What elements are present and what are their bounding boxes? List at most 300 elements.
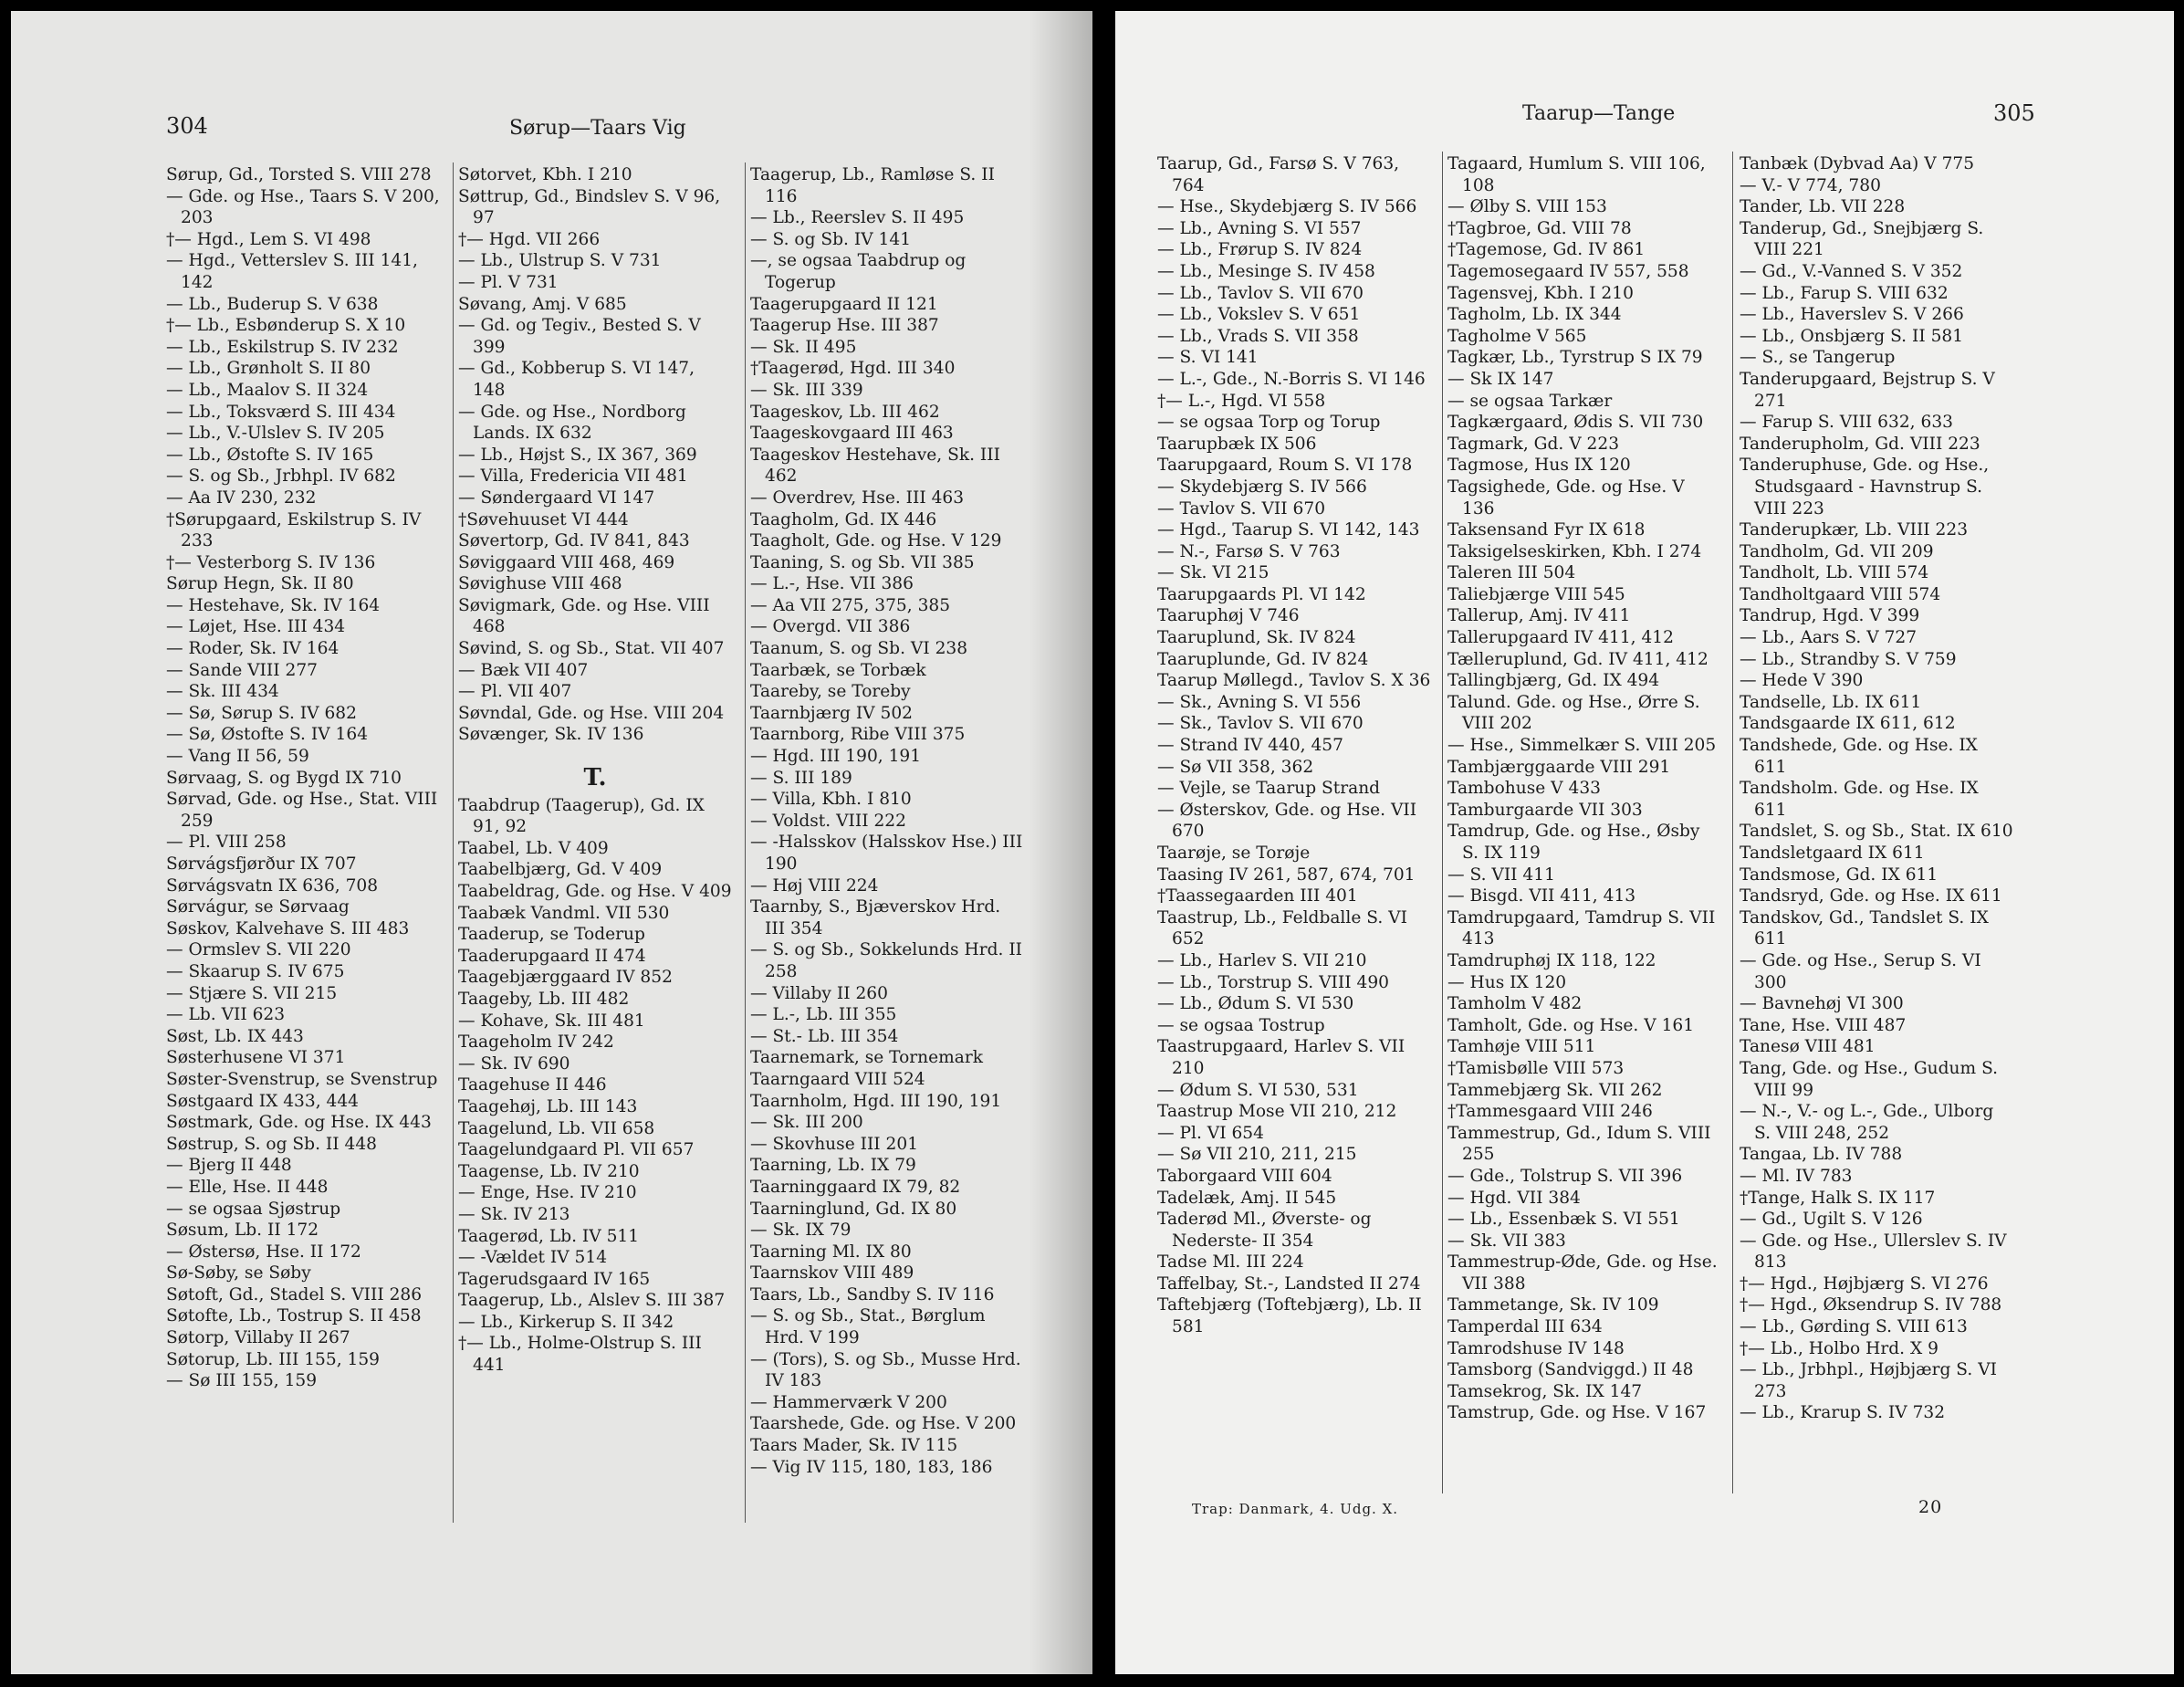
- index-entry: — Villa, Kbh. I 810: [750, 790, 912, 810]
- index-entry: Taabelbjærg, Gd. V 409: [458, 860, 663, 880]
- index-entry: Taageskov Hestehave, Sk. III 462: [750, 445, 1000, 487]
- index-entry: — Hestehave, Sk. IV 164: [166, 595, 381, 615]
- index-entry: — Roder, Sk. IV 164: [166, 639, 340, 659]
- index-entry: — S. VI 141: [1157, 348, 1259, 368]
- index-entry: Taageby, Lb. III 482: [458, 989, 630, 1009]
- index-entry: — S. og Sb., Jrbhpl. IV 682: [166, 466, 396, 487]
- index-entry: Taarnborg, Ribe VIII 375: [750, 725, 966, 745]
- index-entry: Taagelundgaard Pl. VII 657: [458, 1140, 695, 1160]
- index-entry: — Lb., V.-Ulslev S. IV 205: [166, 424, 385, 444]
- index-entry: — Sk., Tavlov S. VII 670: [1157, 714, 1364, 734]
- index-entry: †— Lb., Holbo Hrd. X 9: [1740, 1338, 1938, 1358]
- index-entry: — Lb., Essenbæk S. VI 551: [1447, 1210, 1680, 1230]
- index-entry: Tamdrupgaard, Tamdrup S. VII 413: [1447, 907, 1716, 949]
- index-entry: Søvænger, Sk. IV 136: [458, 725, 644, 745]
- index-entry: — Hede V 390: [1740, 671, 1864, 691]
- index-entry: Tagmose, Hus IX 120: [1447, 456, 1631, 476]
- index-entry: Tanderupkær, Lb. VIII 223: [1740, 520, 1969, 540]
- index-entry: Taarshede, Gde. og Hse. V 200: [750, 1414, 1017, 1434]
- index-entry: Tandsmose, Gd. IX 611: [1740, 864, 1938, 885]
- index-entry: — Lb., Harlev S. VII 210: [1157, 950, 1367, 970]
- index-entry: — St.- Lb. III 354: [750, 1026, 899, 1046]
- index-entry: — Villaby II 260: [750, 983, 888, 1003]
- index-entry: — Løjet, Hse. III 434: [166, 617, 346, 637]
- index-entry: — S. III 189: [750, 768, 852, 788]
- index-entry: — Sø III 155, 159: [166, 1371, 318, 1391]
- index-entry: — Bavnehøj VI 300: [1740, 994, 1904, 1014]
- index-entry: Taarninggaard IX 79, 82: [750, 1177, 961, 1197]
- index-entry: †— Hgd., Højbjærg S. VI 276: [1740, 1273, 1989, 1294]
- index-entry: — Hus IX 120: [1447, 972, 1567, 992]
- index-entry: — Pl. VIII 258: [166, 833, 287, 853]
- index-entry: Tandshede, Gde. og Hse. IX 611: [1740, 736, 1978, 777]
- left-running-head: Sørup—Taars Vig: [509, 117, 686, 140]
- index-entry: Tagkær, Lb., Tyrstrup S IX 79: [1447, 348, 1703, 368]
- index-entry: Taksensand Fyr IX 618: [1447, 520, 1646, 540]
- index-entry: Tallingbjærg, Gd. IX 494: [1447, 671, 1660, 691]
- index-entry: — Sk. III 200: [750, 1113, 863, 1133]
- index-entry: — Østerskov, Gde. og Hse. VII 670: [1157, 800, 1417, 842]
- index-entry: †Tange, Halk S. IX 117: [1740, 1188, 1936, 1208]
- index-entry: — Gde. og Hse., Nordborg Lands. IX 632: [458, 402, 686, 444]
- index-entry: — L.-, Lb. III 355: [750, 1005, 897, 1025]
- index-entry: — L.-, Hse. VII 386: [750, 574, 914, 594]
- index-entry: Taageholm IV 242: [458, 1032, 614, 1053]
- index-entry: — S. og Sb., Stat., Børglum Hrd. V 199: [750, 1306, 986, 1348]
- index-entry: Taarupgaards Pl. VI 142: [1157, 584, 1366, 604]
- index-entry: Sørup Hegn, Sk. II 80: [166, 574, 354, 594]
- index-entry: — Villa, Fredericia VII 481: [458, 466, 688, 487]
- index-entry: †Søvehuuset VI 444: [458, 509, 629, 529]
- index-entry: Taanum, S. og Sb. VI 238: [750, 639, 968, 659]
- index-entry: Sørvágsfjørður IX 707: [166, 854, 357, 874]
- index-entry: — Sk. III 339: [750, 380, 863, 400]
- index-entry: Taagerupgaard II 121: [750, 294, 938, 314]
- index-entry: Tanbæk (Dybvad Aa) V 775: [1740, 154, 1975, 173]
- index-entry: Tanesø VIII 481: [1740, 1037, 1876, 1057]
- index-entry: — Hgd. VII 384: [1447, 1188, 1581, 1208]
- index-entry: — Elle, Hse. II 448: [166, 1177, 329, 1197]
- index-entry: Tane, Hse. VIII 487: [1740, 1015, 1907, 1035]
- index-entry: — Kohave, Sk. III 481: [458, 1011, 645, 1031]
- index-entry: Taksigelseskirken, Kbh. I 274: [1447, 541, 1702, 561]
- index-entry: Tadelæk, Amj. II 545: [1157, 1188, 1337, 1208]
- index-entry: — Strand IV 440, 457: [1157, 736, 1343, 756]
- index-entry: Tagkærgaard, Ødis S. VII 730: [1447, 413, 1704, 433]
- index-entry: — Lb., Grønholt S. II 80: [166, 359, 371, 379]
- index-entry: Taabel, Lb. V 409: [458, 838, 609, 858]
- index-entry: Tagemosegaard IV 557, 558: [1447, 261, 1689, 281]
- index-entry: Taagense, Lb. IV 210: [458, 1161, 640, 1181]
- index-entry: Taabdrup (Taagerup), Gd. IX 91, 92: [458, 795, 705, 837]
- index-entry: Søttrup, Gd., Bindslev S. V 96, 97: [458, 186, 721, 228]
- index-entry: Søvndal, Gde. og Hse. VIII 204: [458, 703, 725, 723]
- index-entry: — Sø, Østofte S. IV 164: [166, 725, 369, 745]
- index-entry: Taagehuse II 446: [458, 1075, 607, 1095]
- index-entry: — Vig IV 115, 180, 183, 186: [750, 1457, 993, 1477]
- index-entry: †Tammesgaard VIII 246: [1447, 1102, 1653, 1122]
- index-entry: Tandsholm. Gde. og Hse. IX 611: [1740, 779, 1979, 820]
- index-entry: Tamperdal III 634: [1447, 1317, 1603, 1337]
- index-entry: Taagerup, Lb., Ramløse S. II 116: [750, 165, 995, 206]
- index-entry: Søtofte, Lb., Tostrup S. II 458: [166, 1306, 422, 1326]
- index-entry: — S. og Sb., Sokkelunds Hrd. II 258: [750, 940, 1023, 981]
- index-entry: — se ogsaa Tarkær: [1447, 391, 1613, 411]
- index-entry: Tambohuse V 433: [1447, 779, 1602, 799]
- index-entry: Tang, Gde. og Hse., Gudum S. VIII 99: [1740, 1058, 1999, 1100]
- index-entry: Taastrupgaard, Harlev S. VII 210: [1157, 1037, 1405, 1078]
- index-entry: Tandholt, Lb. VIII 574: [1740, 563, 1929, 583]
- index-entry: Taarupbæk IX 506: [1157, 434, 1317, 454]
- index-entry: — Sk. IV 690: [458, 1053, 570, 1074]
- index-entry: — N.-, Farsø S. V 763: [1157, 541, 1341, 561]
- index-entry: Tamburgaarde VII 303: [1447, 800, 1643, 820]
- index-entry: Tamsekrog, Sk. IX 147: [1447, 1381, 1643, 1401]
- index-entry: — Lb., Tavlov S. VII 670: [1157, 283, 1364, 303]
- index-entry: Tandselle, Lb. IX 611: [1740, 692, 1922, 712]
- index-entry: Søstgaard IX 433, 444: [166, 1091, 360, 1111]
- index-entry: — Hgd., Taarup S. VI 142, 143: [1157, 520, 1420, 540]
- index-entry: †Taassegaarden III 401: [1157, 886, 1358, 906]
- index-entry: Tangaa, Lb. IV 788: [1740, 1145, 1903, 1165]
- index-entry: — Gd., Kobberup S. VI 147, 148: [458, 359, 695, 400]
- index-entry: — Sø, Sørup S. IV 682: [166, 703, 357, 723]
- index-entry: — Tavlov S. VII 670: [1157, 498, 1326, 519]
- index-entry: — V.- V 774, 780: [1740, 175, 1881, 195]
- index-entry: — Ormslev S. VII 220: [166, 940, 351, 960]
- index-entry: Taabæk Vandml. VII 530: [458, 903, 670, 923]
- index-entry: Tander, Lb. VII 228: [1740, 197, 1906, 217]
- index-entry: — Lb., Gørding S. VIII 613: [1740, 1317, 1968, 1337]
- index-entry: — Sk. VI 215: [1157, 563, 1270, 583]
- footer-imprint: Trap: Danmark, 4. Udg. X.: [1192, 1501, 1399, 1517]
- index-entry: — Lb., Torstrup S. VIII 490: [1157, 972, 1389, 992]
- index-entry: Tælleruplund, Gd. IV 411, 412: [1447, 649, 1709, 669]
- column-rule: [1732, 152, 1733, 1493]
- index-entry: — Hgd. III 190, 191: [750, 747, 922, 767]
- index-entry: Sø-Søby, se Søby: [166, 1263, 311, 1284]
- right-column-1: [1157, 153, 1431, 1338]
- index-entry: Taagebjærggaard IV 852: [458, 968, 673, 988]
- index-entry: Taabeldrag, Gde. og Hse. V 409: [458, 882, 732, 901]
- index-entry: — -Halsskov (Halsskov Hse.) III 190: [750, 833, 1023, 874]
- index-entry: — Aa IV 230, 232: [166, 487, 317, 508]
- index-entry: Taarnholm, Hgd. III 190, 191: [750, 1091, 1002, 1111]
- index-entry: Taaning, S. og Sb. VII 385: [750, 552, 975, 572]
- index-entry: Søvighuse VIII 468: [458, 574, 622, 594]
- index-entry: — Sø VII 358, 362: [1157, 757, 1314, 777]
- index-entry: Taasing IV 261, 587, 674, 701: [1157, 864, 1416, 885]
- index-entry: — Lb., Krarup S. IV 732: [1740, 1403, 1946, 1423]
- index-entry: Tagmark, Gd. V 223: [1447, 434, 1620, 454]
- index-entry: Taarup, Gd., Farsø S. V 763, 764: [1157, 154, 1400, 195]
- index-entry: — Lb. VII 623: [166, 1005, 286, 1025]
- index-entry: Tamdrup, Gde. og Hse., Øsby S. IX 119: [1447, 822, 1700, 863]
- index-entry: — S. og Sb. IV 141: [750, 229, 912, 249]
- index-entry: Taderød Ml., Øverste- og Nederste- II 354: [1157, 1210, 1372, 1251]
- index-entry: Taareby, se Toreby: [750, 682, 911, 702]
- index-entry: — se ogsaa Torp og Torup: [1157, 413, 1381, 433]
- index-entry: — Sk. IV 213: [458, 1204, 570, 1224]
- index-entry: Taagerup, Lb., Alslev S. III 387: [458, 1291, 726, 1311]
- index-entry: — Lb., Mesinge S. IV 458: [1157, 261, 1375, 281]
- index-entry: Taaderupgaard II 474: [458, 946, 646, 966]
- index-entry: †Tagbroe, Gd. VIII 78: [1447, 218, 1632, 238]
- index-entry: Taagerød, Lb. IV 511: [458, 1226, 640, 1246]
- index-entry: Tandholm, Gd. VII 209: [1740, 541, 1934, 561]
- index-entry: — Lb., Avning S. VI 557: [1157, 218, 1362, 238]
- index-entry: Taagehøj, Lb. III 143: [458, 1096, 638, 1116]
- index-entry: †Tagemose, Gd. IV 861: [1447, 240, 1646, 260]
- index-entry: Taarupgaard, Roum S. VI 178: [1157, 456, 1413, 476]
- index-entry: Tamrodshuse IV 148: [1447, 1338, 1625, 1358]
- index-entry: Tamholt, Gde. og Hse. V 161: [1447, 1015, 1695, 1035]
- index-entry: — Østersø, Hse. II 172: [166, 1242, 361, 1262]
- index-entry: — Sk. VII 383: [1447, 1231, 1566, 1251]
- right-page: [1115, 11, 2174, 1674]
- index-entry: — Lb., Ulstrup S. V 731: [458, 251, 662, 271]
- index-entry: Taarning, Lb. IX 79: [750, 1156, 916, 1176]
- index-entry: Taaderup, se Toderup: [458, 925, 645, 945]
- index-entry: Taarup Møllegd., Tavlov S. X 36: [1157, 671, 1431, 691]
- index-entry: — Aa VII 275, 375, 385: [750, 595, 951, 615]
- index-entry: — Lb., Ødum S. VI 530: [1157, 994, 1354, 1014]
- index-entry: Tammetange, Sk. IV 109: [1447, 1295, 1659, 1315]
- left-page-number: 304: [166, 113, 208, 139]
- index-entry: — Vejle, se Taarup Strand: [1157, 779, 1381, 799]
- index-entry: — Lb., Buderup S. V 638: [166, 294, 379, 314]
- index-entry: — Pl. VI 654: [1157, 1123, 1264, 1143]
- left-column-3: [750, 164, 1024, 1478]
- index-entry: Søvang, Amj. V 685: [458, 294, 627, 314]
- index-entry: Tamdruphøj IX 118, 122: [1447, 950, 1656, 970]
- index-entry: Taarøje, se Torøje: [1157, 844, 1311, 863]
- index-entry: Tamstrup, Gde. og Hse. V 167: [1447, 1403, 1707, 1423]
- index-entry: Taaruplund, Sk. IV 824: [1157, 628, 1356, 648]
- index-entry: — Stjære S. VII 215: [166, 983, 338, 1003]
- index-entry: †— Hgd. VII 266: [458, 229, 601, 249]
- index-entry: †Sørupgaard, Eskilstrup S. IV 233: [166, 509, 422, 551]
- index-entry: — Gde. og Hse., Ullerslev S. IV 813: [1740, 1231, 2007, 1273]
- index-entry: Søvind, S. og Sb., Stat. VII 407: [458, 639, 725, 659]
- index-entry: — Sk. IX 79: [750, 1221, 852, 1241]
- index-entry: — (Tors), S. og Sb., Musse Hrd. IV 183: [750, 1349, 1021, 1391]
- index-entry: Tadse Ml. III 224: [1157, 1252, 1304, 1273]
- index-entry: Tammebjærg Sk. VII 262: [1447, 1080, 1663, 1100]
- column-rule: [745, 162, 746, 1523]
- index-entry: — Høj VIII 224: [750, 875, 879, 896]
- index-entry: — Lb., Jrbhpl., Højbjærg S. VI 273: [1740, 1360, 1997, 1401]
- index-entry: Taleren III 504: [1447, 563, 1576, 583]
- index-entry: — Søndergaard VI 147: [458, 487, 655, 508]
- index-entry: Taars, Lb., Sandby S. IV 116: [750, 1284, 995, 1305]
- index-entry: — Gd., Ugilt S. V 126: [1740, 1210, 1923, 1230]
- index-entry: Taarnemark, se Tornemark: [750, 1048, 984, 1068]
- index-entry: Søstrup, S. og Sb. II 448: [166, 1134, 377, 1154]
- index-entry: — Lb., Frørup S. IV 824: [1157, 240, 1363, 260]
- index-entry: †Taagerød, Hgd. III 340: [750, 359, 956, 379]
- index-entry: — Sø VII 210, 211, 215: [1157, 1145, 1357, 1165]
- index-entry: Taarning Ml. IX 80: [750, 1242, 912, 1262]
- index-entry: Tanderupgaard, Bejstrup S. V 271: [1740, 369, 1995, 411]
- index-entry: Sørup, Gd., Torsted S. VIII 278: [166, 165, 432, 184]
- right-column-2: [1447, 153, 1721, 1424]
- index-entry: Tagaard, Humlum S. VIII 106, 108: [1447, 154, 1706, 195]
- index-entry: Taageskov, Lb. III 462: [750, 402, 940, 422]
- index-entry: Sørvad, Gde. og Hse., Stat. VIII 259: [166, 790, 438, 831]
- index-entry: — Voldst. VIII 222: [750, 811, 906, 831]
- right-page-number: 305: [1993, 100, 2035, 126]
- index-entry: Tagsighede, Gde. og Hse. V 136: [1447, 477, 1685, 519]
- index-entry: †— Lb., Holme-Olstrup S. III 441: [458, 1334, 702, 1376]
- index-entry: — L.-, Gde., N.-Borris S. VI 146: [1157, 369, 1426, 389]
- index-entry: Taarninglund, Gd. IX 80: [750, 1199, 957, 1219]
- index-entry: — S. VII 411: [1447, 864, 1555, 885]
- index-entry: — Lb., Højst S., IX 367, 369: [458, 445, 697, 465]
- index-entry: †Tamisbølle VIII 573: [1447, 1058, 1625, 1078]
- index-entry: — Gde., Tolstrup S. VII 396: [1447, 1166, 1683, 1186]
- index-entry: — Gd., V.-Vanned S. V 352: [1740, 261, 1963, 281]
- index-entry: Taageskovgaard III 463: [750, 424, 954, 444]
- index-entry: — Sk. II 495: [750, 337, 857, 357]
- index-entry: Søst, Lb. IX 443: [166, 1026, 304, 1046]
- index-entry: — Ødum S. VI 530, 531: [1157, 1080, 1359, 1100]
- index-entry: — Ølby S. VIII 153: [1447, 197, 1607, 217]
- index-entry: †— Hgd., Lem S. VI 498: [166, 229, 371, 249]
- index-entry: — Enge, Hse. IV 210: [458, 1183, 637, 1203]
- index-entry: Tanderup, Gd., Snejbjærg S. VIII 221: [1740, 218, 1984, 260]
- index-entry: Tallerupgaard IV 411, 412: [1447, 628, 1674, 648]
- index-entry: Tandslet, S. og Sb., Stat. IX 610: [1740, 822, 2013, 842]
- index-entry: — Hse., Skydebjærg S. IV 566: [1157, 197, 1417, 217]
- index-entry: — Hse., Simmelkær S. VIII 205: [1447, 736, 1717, 756]
- index-entry: Sørvágur, se Sørvaag: [166, 897, 350, 917]
- index-entry: Taffelbay, St.-, Landsted II 274: [1157, 1273, 1421, 1294]
- index-entry: — Lb., Vokslev S. V 651: [1157, 305, 1361, 325]
- column-rule: [453, 162, 454, 1523]
- index-entry: — Ml. IV 783: [1740, 1166, 1853, 1186]
- index-entry: —, se ogsaa Taabdrup og Togerup: [750, 251, 967, 292]
- index-entry: Taastrup, Lb., Feldballe S. VI 652: [1157, 907, 1407, 949]
- index-entry: — se ogsaa Tostrup: [1157, 1015, 1325, 1035]
- index-entry: Taars Mader, Sk. IV 115: [750, 1436, 958, 1456]
- index-entry: — Farup S. VIII 632, 633: [1740, 413, 1953, 433]
- index-entry: Taarbæk, se Torbæk: [750, 660, 926, 680]
- index-entry: Sørvaag, S. og Bygd IX 710: [166, 768, 402, 788]
- index-entry: — Bæk VII 407: [458, 660, 589, 680]
- index-entry: Tandholtgaard VIII 574: [1740, 584, 1941, 604]
- index-entry: Taarnskov VIII 489: [750, 1263, 914, 1284]
- index-entry: Tagholme V 565: [1447, 326, 1587, 346]
- column-rule: [1442, 152, 1443, 1493]
- index-entry: — Sk. III 434: [166, 682, 279, 702]
- index-entry: Tagensvej, Kbh. I 210: [1447, 283, 1634, 303]
- index-entry: — Hgd., Vetterslev S. III 141, 142: [166, 251, 418, 292]
- index-entry: — Skovhuse III 201: [750, 1134, 919, 1154]
- index-entry: — Bisgd. VII 411, 413: [1447, 886, 1636, 906]
- index-entry: — Gd. og Tegiv., Bested S. V 399: [458, 316, 701, 357]
- index-entry: Tandsryd, Gde. og Hse. IX 611: [1740, 886, 2002, 906]
- index-entry: — Lb., Onsbjærg S. II 581: [1740, 326, 1964, 346]
- index-entry: Taarnby, S., Bjæverskov Hrd. III 354: [750, 897, 1001, 938]
- index-entry: — Lb., Kirkerup S. II 342: [458, 1312, 674, 1332]
- index-entry: Talund. Gde. og Hse., Ørre S. VIII 202: [1447, 692, 1700, 734]
- index-entry: — Bjerg II 448: [166, 1156, 292, 1176]
- index-entry: Tandsgaarde IX 611, 612: [1740, 714, 1956, 734]
- index-entry: Søtorp, Villaby II 267: [166, 1328, 350, 1348]
- right-running-head: Taarup—Tange: [1522, 102, 1676, 125]
- index-entry: Taarnbjærg IV 502: [750, 703, 914, 723]
- index-entry: — se ogsaa Sjøstrup: [166, 1199, 341, 1219]
- index-entry: †— L.-, Hgd. VI 558: [1157, 391, 1326, 411]
- index-entry: — Vang II 56, 59: [166, 747, 309, 767]
- index-entry: — Skaarup S. IV 675: [166, 961, 345, 981]
- index-entry: Søsterhusene VI 371: [166, 1048, 346, 1068]
- index-entry: — Lb., Østofte S. IV 165: [166, 445, 374, 465]
- left-column-1: [166, 164, 440, 1392]
- index-entry: — Pl. VII 407: [458, 682, 572, 702]
- index-entry: Søtoft, Gd., Stadel S. VIII 286: [166, 1284, 423, 1305]
- section-letter-heading: T.: [583, 764, 607, 792]
- index-entry: — -Vældet IV 514: [458, 1248, 608, 1268]
- left-page: [11, 11, 1092, 1674]
- right-column-3: [1740, 153, 2013, 1424]
- index-entry: — Lb., Toksværd S. III 434: [166, 402, 396, 422]
- index-entry: — Lb., Eskilstrup S. IV 232: [166, 337, 399, 357]
- index-entry: Søstmark, Gde. og Hse. IX 443: [166, 1113, 432, 1133]
- index-entry: — Gde. og Hse., Serup S. VI 300: [1740, 950, 1981, 992]
- index-entry: Taagerup Hse. III 387: [750, 316, 939, 336]
- index-entry: — Pl. V 731: [458, 272, 559, 292]
- index-entry: Søtorup, Lb. III 155, 159: [166, 1349, 381, 1369]
- index-entry: — Sk IX 147: [1447, 369, 1554, 389]
- index-entry: — N.-, V.- og L.-, Gde., Ulborg S. VIII 248, 252: [1740, 1102, 1994, 1143]
- index-entry: — Lb., Farup S. VIII 632: [1740, 283, 1949, 303]
- index-entry: Søskov, Kalvehave S. III 483: [166, 918, 410, 938]
- signature-mark: 20: [1918, 1497, 1943, 1517]
- index-entry: Tambjærggaarde VIII 291: [1447, 757, 1671, 777]
- index-entry: Tanderupholm, Gd. VIII 223: [1740, 434, 1980, 454]
- index-entry: Tagerudsgaard IV 165: [458, 1269, 651, 1289]
- index-entry: Tamhøje VIII 511: [1447, 1037, 1596, 1057]
- index-entry: Taagholt, Gde. og Hse. V 129: [750, 531, 1002, 551]
- index-entry: Tammestrup, Gd., Idum S. VIII 255: [1447, 1123, 1711, 1165]
- index-entry: Sørvágsvatn IX 636, 708: [166, 875, 379, 896]
- index-entry: — Overdrev, Hse. III 463: [750, 487, 965, 508]
- index-entry: Søsum, Lb. II 172: [166, 1221, 319, 1241]
- index-entry: — Lb., Maalov S. II 324: [166, 380, 369, 400]
- index-entry: — S., se Tangerup: [1740, 348, 1896, 368]
- index-entry: — Overgd. VII 386: [750, 617, 911, 637]
- index-entry: — Gde. og Hse., Taars S. V 200, 203: [166, 186, 440, 228]
- index-entry: Tallerup, Amj. IV 411: [1447, 606, 1631, 626]
- index-entry: — Lb., Vrads S. VII 358: [1157, 326, 1359, 346]
- index-entry: Søster-Svenstrup, se Svenstrup: [166, 1069, 438, 1089]
- index-entry: Taagholm, Gd. IX 446: [750, 509, 937, 529]
- index-entry: Tagholm, Lb. IX 344: [1447, 305, 1622, 325]
- index-entry: Taliebjærge VIII 545: [1447, 584, 1625, 604]
- index-entry: †— Vesterborg S. IV 136: [166, 552, 376, 572]
- index-entry: — Lb., Strandby S. V 759: [1740, 649, 1957, 669]
- index-entry: Søvigmark, Gde. og Hse. VIII 468: [458, 595, 710, 637]
- index-entry: Taastrup Mose VII 210, 212: [1157, 1102, 1397, 1122]
- index-entry: Tamholm V 482: [1447, 994, 1583, 1014]
- index-entry: — Hammerværk V 200: [750, 1392, 947, 1412]
- index-entry: Taagelund, Lb. VII 658: [458, 1118, 655, 1138]
- index-entry: — Lb., Haverslev S. V 266: [1740, 305, 1964, 325]
- index-entry: Søtorvet, Kbh. I 210: [458, 165, 632, 184]
- index-entry: Taaruplunde, Gd. IV 824: [1157, 649, 1369, 669]
